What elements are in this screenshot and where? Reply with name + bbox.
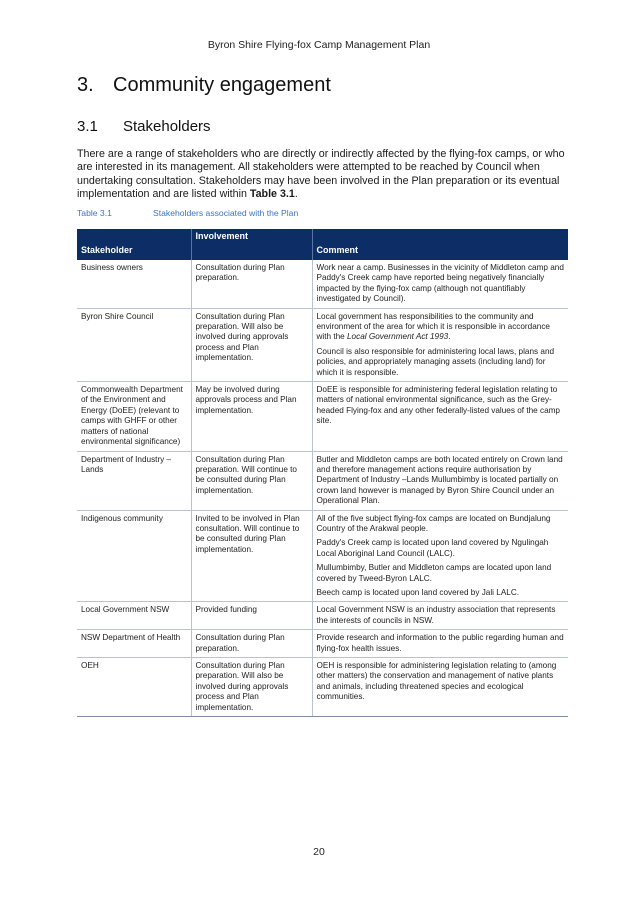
comment-cell [312,451,568,510]
stakeholder-cell: OEH [77,658,191,717]
comment-paragraph [317,312,565,343]
involvement-cell: Consultation during Plan preparation. Will also be involved during approvals process and Plan implementation. [191,308,312,381]
comment-cell [312,658,568,717]
comment-paragraph: Local Government NSW is an industry association that represents the interests of councils in NSW. [316,605,556,625]
intro-text: There are a range of stakeholders who are directly or indirectly affected by the flying-fox camps, or who are interested in its management. All stakeholders were attempted to be reached by Council when undertaking consultation. Stakeholders may have been involved in the Plan preparation or its eventual implementation and are listed within [77,148,565,201]
stakeholder-cell: Commonwealth Department of the Environment and Energy (DoEE) (relevant to camps with GHFF or other matters of national environmental significance) [77,382,191,451]
table-row [77,510,568,602]
header-involvement: Involvement [191,229,312,260]
involvement-cell: Consultation during Plan preparation. Will continue to be consulted during Plan implementation. [191,451,312,510]
subsection-heading [77,118,211,135]
table-header-row [77,229,568,260]
table-caption [77,208,298,218]
intro-end: . [294,188,298,201]
comment-cell [312,382,568,451]
comment-paragraph: Council is also responsible for administering local laws, plans and policies, and appropriately managing assets (including land) for which it is responsible. [316,346,555,377]
comment-cell [312,602,568,630]
stakeholder-cell: Byron Shire Council [77,308,191,381]
involvement-cell: Consultation during Plan preparation. Will also be involved during approvals process and Plan implementation. [191,658,312,717]
header-comment: Comment [312,229,568,260]
comment-paragraph: Provide research and information to the public regarding human and flying-fox health issues. [316,633,564,653]
table-row [77,602,568,630]
page-number: 20 [313,846,325,858]
table-row [77,630,568,658]
act-reference: Local Government Act 1993 [347,332,449,342]
section-title: Community engagement [113,74,331,96]
comment-paragraph: Paddy's Creek camp is located upon land covered by Ngulingah Local Aboriginal Land Council (LALC). [316,538,549,558]
comment-text: Local government has responsibilities to the community and environment of the area for which it is responsible in accordance with the [316,311,550,342]
comment-paragraph: Beech camp is located upon land covered by Jali LALC. [316,587,520,597]
comment-paragraph: Mullumbimby, Butler and Middleton camps are located upon land covered by Tweed-Byron LALC. [316,563,552,583]
running-header: Byron Shire Flying-fox Camp Management Plan [207,39,431,51]
table-row [77,260,568,308]
subsection-number: 3.1 [77,118,98,135]
header-stakeholder: Stakeholder [77,229,191,260]
stakeholders-table [77,229,568,717]
comment-cell [312,630,568,658]
comment-paragraph: All of the five subject flying-fox camps are located on Bundjalung Country of the Arakwal people. [316,513,551,533]
table-row [77,451,568,510]
involvement-cell: May be involved during approvals process and Plan implementation. [191,382,312,451]
comment-paragraph: Work near a camp. Businesses in the vicinity of Middleton camp and Paddy's Creek camp have reported being negatively financially impacted by the flying-fox camp (although not quantifiably investigated by Council). [316,263,564,304]
involvement-cell: Invited to be involved in Plan consultation. Will continue to be consulted during Plan implementation. [191,510,312,602]
caption-number: Table 3.1 [77,208,112,218]
stakeholder-cell: Business owners [77,260,191,308]
involvement-cell: Provided funding [191,602,312,630]
comment-paragraph: OEH is responsible for administering legislation relating to (among other matters) the conservation and management of native plants and animals, including threatened species and ecological communities. [316,661,557,702]
involvement-cell: Consultation during Plan preparation. [191,630,312,658]
stakeholder-cell: Local Government NSW [77,602,191,630]
section-heading [77,74,331,97]
comment-cell [312,510,568,602]
subsection-title: Stakeholders [123,118,211,135]
table-row [77,658,568,717]
section-number: 3. [77,74,94,96]
table-row [77,382,568,451]
involvement-cell: Consultation during Plan preparation. [191,260,312,308]
stakeholder-cell: Department of Industry –Lands [77,451,191,510]
comment-paragraph: Butler and Middleton camps are both located entirely on Crown land and therefore management actions require authorisation by Department of Industry –Lands Mullumbimby is located partially on crown land however is managed by Byron Shire Council under an Operational Plan. [316,454,563,506]
table-row [77,308,568,381]
stakeholder-cell: NSW Department of Health [77,630,191,658]
table-reference: Table 3.1 [249,188,295,201]
comment-cell [312,308,568,381]
caption-title: Stakeholders associated with the Plan [153,208,299,218]
comment-paragraph: DoEE is responsible for administering federal legislation relating to matters of national environmental significance, such as the Grey-headed Flying-fox and any other federally-listed values of the camp site. [316,385,560,426]
stakeholder-cell: Indigenous community [77,510,191,602]
intro-paragraph [77,148,567,202]
comment-cell [312,260,568,308]
comment-end: . [448,332,451,342]
